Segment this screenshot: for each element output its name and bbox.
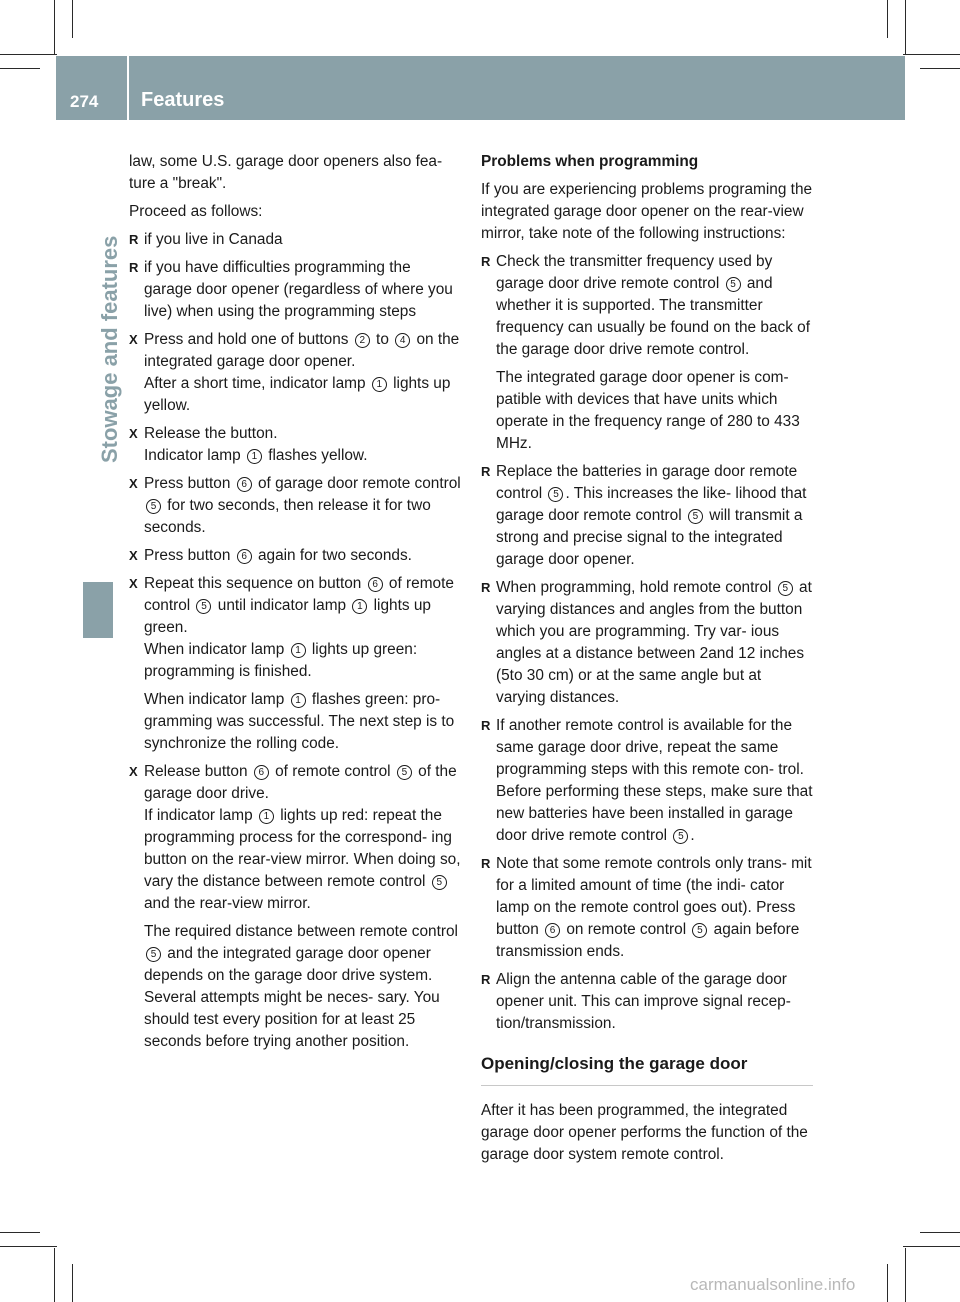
step-marker: X	[129, 426, 138, 441]
step-marker: X	[129, 476, 138, 491]
ref-number-icon: 5	[397, 765, 412, 780]
ref-number-icon: 1	[259, 809, 274, 824]
ref-number-icon: 1	[372, 377, 387, 392]
crop-mark	[903, 1246, 960, 1247]
bullet-marker: R	[481, 464, 491, 479]
ref-number-icon: 6	[237, 549, 252, 564]
ref-number-icon: 1	[291, 693, 306, 708]
crop-mark	[0, 1246, 57, 1247]
ref-number-icon: 5	[146, 947, 161, 962]
bullet-marker: R	[481, 972, 491, 987]
crop-mark	[0, 54, 57, 55]
bullet-marker: R	[481, 254, 491, 269]
ref-number-icon: 1	[247, 449, 262, 464]
crop-mark	[887, 0, 888, 38]
bullet-item: R if you live in Canada	[129, 229, 461, 251]
ref-number-icon: 5	[432, 875, 447, 890]
subheading: Problems when programming	[481, 153, 699, 170]
bullet-marker: R	[481, 580, 491, 595]
bullet-marker: R	[129, 232, 139, 247]
bullet-item: R Replace the batteries in garage door remote control 5 . This increases the like- lihood that garage door remote control 5 will transmit a strong and precise signal to the integrated garage door opener.	[481, 463, 807, 568]
ref-number-icon: 5	[778, 581, 793, 596]
paragraph: Proceed as follows:	[129, 203, 263, 220]
step-marker: X	[129, 548, 138, 563]
bullet-item: R If another remote control is available for the same garage door drive, repeat the same programming steps with this remote con- trol. Before performing these steps, make sure that new batteries have been installed in garage door drive remote control 5 .	[481, 717, 813, 844]
crop-mark	[0, 68, 40, 69]
bullet-marker: R	[481, 718, 491, 733]
bullet-item: R Check the transmitter frequency used by garage door drive remote control 5 and whether it is supported. The transmitter frequency can usually be found on the back of the garage door drive remote control. The integrated garage door opener is com- patible with devices that have units which operate in the frequency range of 280 to 433 MHz.	[481, 253, 811, 452]
ref-number-icon: 5	[196, 599, 211, 614]
crop-mark	[0, 1232, 40, 1233]
ref-number-icon: 6	[237, 477, 252, 492]
bullet-item: R Note that some remote controls only trans- mit for a limited amount of time (the indi- cator lamp on the remote control goes out). Press button 6 on remote control 5 again before transmission ends.	[481, 855, 812, 960]
ref-number-icon: 4	[395, 333, 410, 348]
step-marker: X	[129, 576, 138, 591]
ref-number-icon: 1	[352, 599, 367, 614]
paragraph: If you are experiencing problems programing the integrated garage door opener on the rear-view mirror, take note of the following instructions:	[481, 181, 813, 242]
ref-number-icon: 5	[548, 487, 563, 502]
bullet-item: R When programming, hold remote control 5 at varying distances and angles from the button which you are programming. Try var- ious angles at a distance between 2and 12 inches (5to 30 cm) or at the same angle but at varying distances.	[481, 579, 812, 706]
step-marker: X	[129, 764, 138, 779]
section-heading: Opening/closing the garage door	[481, 1053, 813, 1086]
chapter-tab-label: Stowage and features	[97, 235, 122, 463]
crop-mark	[903, 54, 960, 55]
bullet-item: R if you have difficulties programming the garage door opener (regardless of where you live) when using the programming steps	[129, 259, 453, 320]
step-item: X Repeat this sequence on button 6 of remote control 5 until indicator lamp 1 lights up green. When indicator lamp 1 lights up green: programming is finished. When indicator lamp 1 flashes green: pro- gramming was successful. The next step is to synchronize the rolling code.	[129, 575, 455, 752]
bullet-marker: R	[481, 856, 491, 871]
crop-mark	[920, 1232, 960, 1233]
watermark: carmanualsonline.info	[690, 1275, 856, 1294]
step-item: X Press button 6 again for two seconds.	[129, 545, 461, 567]
left-column	[129, 151, 461, 1059]
ref-number-icon: 6	[254, 765, 269, 780]
crop-mark	[905, 1248, 906, 1302]
chapter-tab-marker	[83, 582, 113, 638]
ref-number-icon: 5	[726, 277, 741, 292]
ref-number-icon: 1	[291, 643, 306, 658]
header-divider	[127, 56, 129, 120]
paragraph: After it has been programmed, the integrated garage door opener performs the function of the garage door system remote control.	[481, 1102, 808, 1163]
ref-number-icon: 6	[545, 923, 560, 938]
step-item: X Press and hold one of buttons 2 to 4 on the integrated garage door opener. After a short time, indicator lamp 1 lights up yellow.	[129, 331, 460, 414]
right-column	[481, 151, 813, 1172]
crop-mark	[72, 1264, 73, 1302]
crop-mark	[920, 68, 960, 69]
ref-number-icon: 5	[146, 499, 161, 514]
ref-number-icon: 5	[692, 923, 707, 938]
crop-mark	[905, 0, 906, 54]
page-number: 274	[70, 92, 99, 111]
bullet-marker: R	[129, 260, 139, 275]
page-title: Features	[141, 89, 225, 111]
step-item: X Release the button. Indicator lamp 1 flashes yellow.	[129, 425, 368, 464]
crop-mark	[54, 1248, 55, 1302]
step-item: X Release button 6 of remote control 5 of the garage door drive. If indicator lamp 1 lights up red: repeat the programming process for the correspond- ing button on the rear-view mirror. When doing so, vary the distance between remote control 5 and the rear-view mirror. The required distance between remote control 5 and the integrated garage door opener depends on the garage door drive system. Several attempts might be neces- sary. You should test every position for at least 25 seconds before trying another position.	[129, 763, 461, 1050]
step-item: X Press button 6 of garage door remote control 5 for two seconds, then release it for two seconds.	[129, 475, 461, 536]
ref-number-icon: 5	[688, 509, 703, 524]
ref-number-icon: 2	[355, 333, 370, 348]
paragraph: law, some U.S. garage door openers also fea- ture a "break".	[129, 153, 443, 192]
ref-number-icon: 5	[673, 829, 688, 844]
crop-mark	[72, 0, 73, 38]
crop-mark	[54, 0, 55, 54]
step-marker: X	[129, 332, 138, 347]
crop-mark	[887, 1264, 888, 1302]
ref-number-icon: 6	[368, 577, 383, 592]
bullet-item: R Align the antenna cable of the garage door opener unit. This can improve signal recep- tion/transmission.	[481, 971, 791, 1032]
